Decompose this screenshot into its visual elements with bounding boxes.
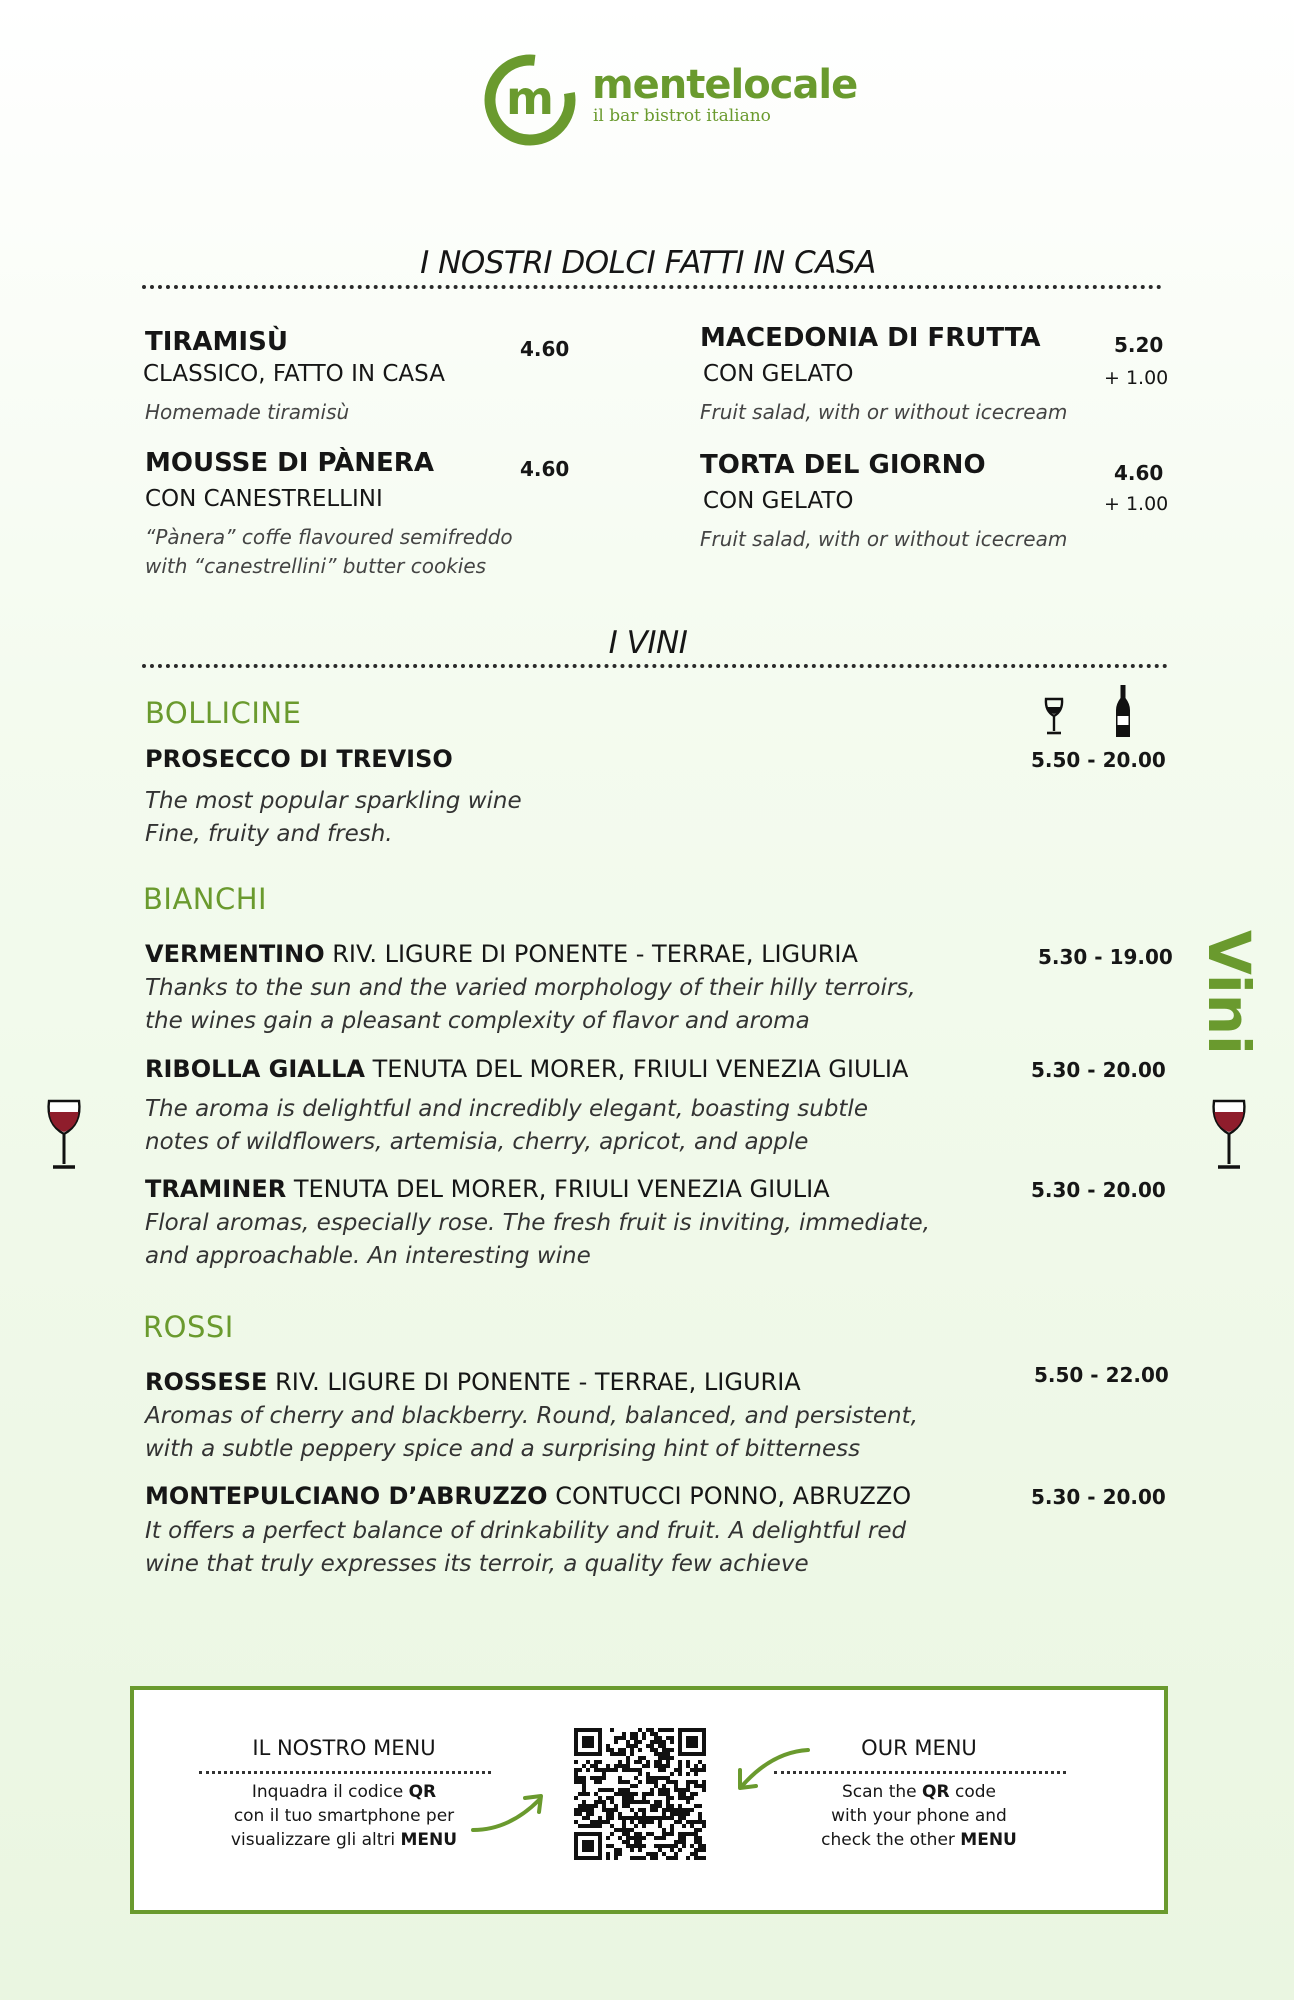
wines-title: I VINI — [608, 625, 688, 661]
wine-name-line — [145, 940, 858, 968]
dessert-subtitle: CON CANESTRELLINI — [145, 486, 383, 512]
wine-name: RIBOLLA GIALLA — [145, 1055, 365, 1083]
wine-desc: Thanks to the sun and the varied morphology of their hilly terroirs, — [145, 975, 916, 1001]
red-wine-glass-icon — [44, 1098, 84, 1172]
wine-desc: Aromas of cherry and blackberry. Round, balanced, and persistent, — [145, 1403, 918, 1429]
wine-desc: and approachable. An interesting wine — [145, 1243, 591, 1269]
wine-desc: the wines gain a pleasant complexity of flavor and aroma — [145, 1008, 810, 1034]
wine-name-line — [145, 1368, 801, 1396]
qr-it-divider — [199, 1771, 491, 1774]
dessert-name: TIRAMISÙ — [145, 327, 288, 357]
qr-menu-panel — [130, 1686, 1168, 1914]
qr-code-icon[interactable] — [574, 1728, 706, 1860]
wine-name: VERMENTINO — [145, 940, 325, 968]
brand-tagline: il bar bistrot italiano — [593, 106, 771, 126]
wines-divider — [142, 664, 1168, 668]
dessert-extra-price: + 1.00 — [1104, 493, 1169, 515]
wine-origin: TENUTA DEL MORER, FRIULI VENEZIA GIULIA — [293, 1175, 830, 1203]
dessert-extra-price: + 1.00 — [1104, 367, 1169, 389]
qr-it-title: IL NOSTRO MENU — [252, 1736, 436, 1760]
wine-name-line — [145, 1175, 830, 1203]
wine-name-line — [145, 1482, 911, 1510]
wine-desc: Floral aromas, especially rose. The fresh fruit is inviting, immediate, — [145, 1210, 930, 1236]
wine-price: 5.30 - 20.00 — [1031, 1485, 1166, 1509]
wine-price: 5.30 - 20.00 — [1031, 1178, 1166, 1202]
wine-origin: TENUTA DEL MORER, FRIULI VENEZIA GIULIA — [372, 1055, 909, 1083]
wine-name: PROSECCO DI TREVISO — [145, 745, 453, 773]
wine-price: 5.30 - 20.00 — [1031, 1058, 1166, 1082]
wine-price: 5.50 - 22.00 — [1034, 1363, 1169, 1387]
qr-en-divider — [774, 1771, 1066, 1774]
wine-desc: The aroma is delightful and incredibly elegant, boasting subtle — [145, 1096, 868, 1122]
wine-origin: RIV. LIGURE DI PONENTE - TERRAE, LIGURIA — [275, 1368, 801, 1396]
arrow-right-icon — [469, 1788, 549, 1836]
dessert-name: MOUSSE DI PÀNERA — [145, 448, 434, 478]
wine-name: ROSSESE — [145, 1368, 268, 1396]
red-wine-glass-icon — [1209, 1098, 1249, 1172]
dessert-desc: Fruit salad, with or without icecream — [700, 527, 1068, 551]
wine-desc: The most popular sparkling wine — [145, 788, 522, 814]
wine-bottle-icon — [1114, 684, 1132, 738]
qr-en-text: Scan the QR code with your phone and check the other MENU — [821, 1782, 1017, 1850]
dessert-desc: Homemade tiramisù — [145, 400, 350, 424]
wine-price: 5.30 - 19.00 — [1038, 945, 1173, 969]
wine-name-line — [145, 745, 453, 773]
category-bianchi: BIANCHI — [143, 882, 268, 916]
dessert-price: 4.60 — [520, 337, 570, 361]
wine-name: TRAMINER — [145, 1175, 287, 1203]
wine-desc: wine that truly expresses its terroir, a quality few achieve — [145, 1551, 809, 1577]
wine-glass-icon — [1043, 697, 1065, 737]
desserts-title: I NOSTRI DOLCI FATTI IN CASA — [420, 245, 876, 281]
dessert-desc: “Pànera” coffe flavoured semifreddo — [145, 525, 513, 549]
wine-price: 5.50 - 20.00 — [1031, 748, 1166, 772]
dessert-subtitle: CON GELATO — [703, 361, 854, 387]
vini-side-title: Vini — [1195, 930, 1263, 1055]
wine-name-line — [145, 1055, 908, 1083]
dessert-subtitle: CON GELATO — [703, 488, 854, 514]
wine-name: MONTEPULCIANO D’ABRUZZO — [145, 1482, 548, 1510]
dessert-name: TORTA DEL GIORNO — [700, 450, 986, 480]
mentelocale-logo-icon — [482, 52, 578, 148]
wine-desc: notes of wildflowers, artemisia, cherry, apricot, and apple — [145, 1129, 809, 1155]
dessert-price: 4.60 — [520, 457, 570, 481]
dessert-name: MACEDONIA DI FRUTTA — [700, 323, 1041, 353]
dessert-desc: with “canestrellini” butter cookies — [145, 554, 487, 578]
category-bollicine: BOLLICINE — [145, 696, 302, 730]
dessert-price: 4.60 — [1114, 461, 1164, 485]
category-rossi: ROSSI — [143, 1310, 234, 1344]
wine-desc: It offers a perfect balance of drinkability and fruit. A delightful red — [145, 1518, 907, 1544]
wine-origin: CONTUCCI PONNO, ABRUZZO — [555, 1482, 912, 1510]
dessert-desc: Fruit salad, with or without icecream — [700, 400, 1068, 424]
brand-name: mentelocale — [592, 62, 858, 108]
desserts-divider — [142, 285, 1162, 289]
svg-text:m: m — [506, 71, 554, 125]
qr-it-text: Inquadra il codice QR con il tuo smartphone per visualizzare gli altri MENU — [230, 1782, 458, 1850]
dessert-price: 5.20 — [1114, 333, 1164, 357]
wine-desc: with a subtle peppery spice and a surprising hint of bitterness — [145, 1436, 861, 1462]
qr-en-title: OUR MENU — [861, 1736, 977, 1760]
wine-desc: Fine, fruity and fresh. — [145, 821, 393, 847]
wine-origin: RIV. LIGURE DI PONENTE - TERRAE, LIGURIA — [332, 940, 858, 968]
dessert-subtitle: CLASSICO, FATTO IN CASA — [143, 361, 445, 387]
